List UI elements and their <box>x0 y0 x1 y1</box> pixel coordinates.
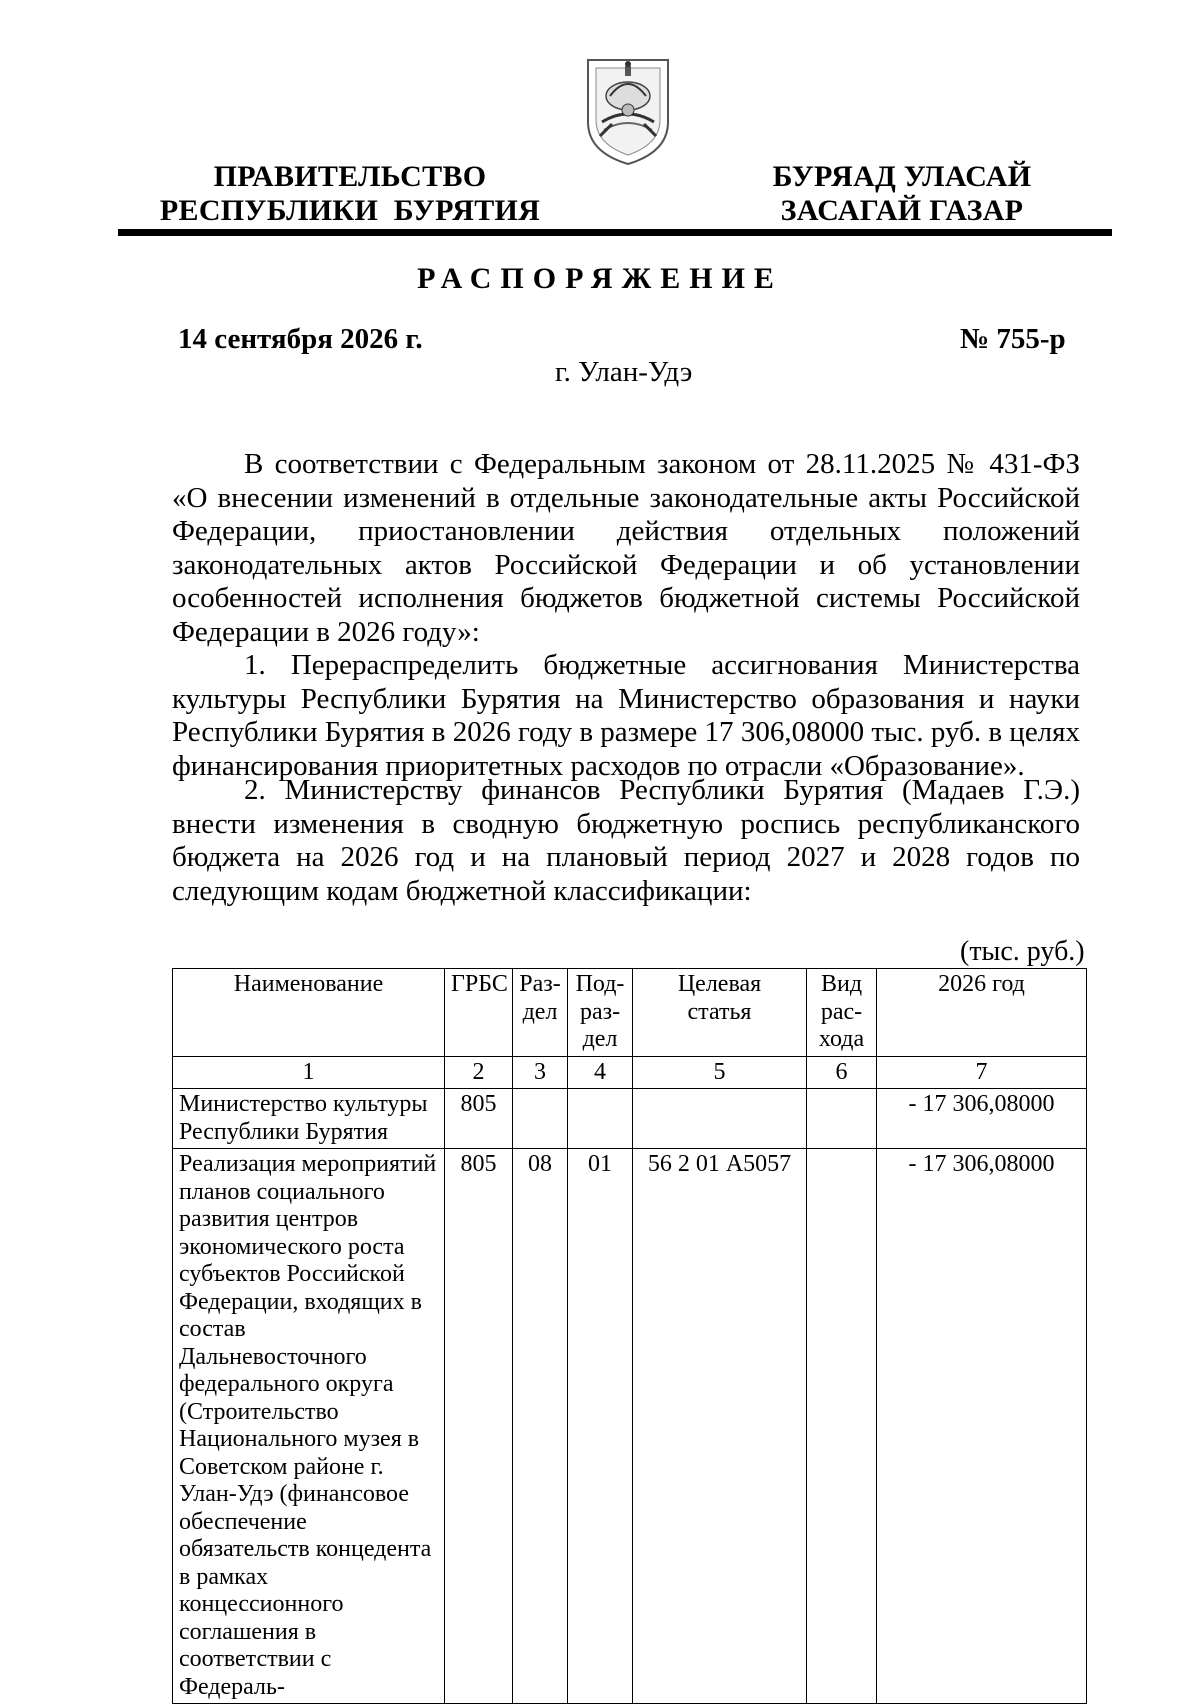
row-vid <box>807 1089 877 1149</box>
col-number: 2 <box>445 1056 513 1089</box>
col-number: 4 <box>568 1056 633 1089</box>
row-grbs: 805 <box>445 1089 513 1149</box>
government-name-ru-line1: ПРАВИТЕЛЬСТВО <box>213 160 487 193</box>
government-name-bua-line2: ЗАСАГАЙ ГАЗАР <box>780 194 1024 227</box>
col-header-razdel: Раз- дел <box>513 969 568 1057</box>
item-1-paragraph: 1. Перераспределить бюджетные ассигнования Министерства культуры Республики Бурятия на Министерство образования и науки Республики Бурятия в 2026 году в размере 17 306,08000 тыс. руб. в целях финансирования приоритетных расходов по отрасли «Образование». <box>172 649 1080 782</box>
row-vid <box>807 1149 877 1704</box>
government-name-bua-line1: БУРЯАД УЛАСАЙ <box>772 160 1032 193</box>
col-header-grbs: ГРБС <box>445 969 513 1057</box>
row-podrazdel <box>568 1089 633 1149</box>
coat-of-arms-icon <box>582 52 674 168</box>
col-number: 3 <box>513 1056 568 1089</box>
document-number: № 755-р <box>960 323 1066 355</box>
row-grbs: 805 <box>445 1149 513 1704</box>
table-row <box>173 1089 1087 1149</box>
col-header-year: 2026 год <box>877 969 1087 1057</box>
document-title: РАСПОРЯЖЕНИЕ <box>417 262 783 295</box>
col-number: 5 <box>633 1056 807 1089</box>
budget-table <box>172 968 1087 1704</box>
row-name: Министерство культуры Республики Бурятия <box>173 1089 445 1149</box>
government-name-ru <box>150 160 550 228</box>
row-article: 56 2 01 А5057 <box>633 1149 807 1704</box>
col-header-podrazdel: Под- раз- дел <box>568 969 633 1057</box>
table-unit-label: (тыс. руб.) <box>960 936 1085 967</box>
row-amount: - 17 306,08000 <box>877 1149 1087 1704</box>
table-number-row <box>173 1056 1087 1089</box>
row-podrazdel: 01 <box>568 1149 633 1704</box>
document-date: 14 сентября 2026 г. <box>178 323 423 355</box>
col-header-name: Наименование <box>173 969 445 1057</box>
row-article <box>633 1089 807 1149</box>
document-city: г. Улан-Удэ <box>555 356 693 388</box>
row-razdel <box>513 1089 568 1149</box>
col-number: 7 <box>877 1056 1087 1089</box>
table-header-row <box>173 969 1087 1057</box>
row-amount: - 17 306,08000 <box>877 1089 1087 1149</box>
row-name: Реализация мероприятий планов социального развития центров экономического роста субъектов Российской Федерации, входящих в состав Дальневосточного федерального округа (Строительство Национального музея в Советском районе г. Улан-Удэ (финансовое обеспечение обязательств концедента в рамках концессионного соглашения в соответствии с Федераль- <box>173 1149 445 1704</box>
col-header-vid: Вид рас- хода <box>807 969 877 1057</box>
government-name-ru-line2: РЕСПУБЛИКИ БУРЯТИЯ <box>159 194 541 227</box>
col-header-article: Целевая статья <box>633 969 807 1057</box>
item-2-paragraph: 2. Министерству финансов Республики Бурятия (Мадаев Г.Э.) внести изменения в сводную бюджетную роспись республиканского бюджета на 2026 год и на плановый период 2027 и 2028 годов по следующим кодам бюджетной классификации: <box>172 774 1080 907</box>
intro-paragraph: В соответствии с Федеральным законом от 28.11.2025 № 431-ФЗ «О внесении изменений в отдельные законодательные акты Российской Федерации, приостановлении действия отдельных положений законодательных актов Российской Федерации и об установлении особенностей исполнения бюджетов бюджетной системы Российской Федерации в 2026 году»: <box>172 448 1080 648</box>
table-row <box>173 1149 1087 1704</box>
body-section-1 <box>172 448 1080 783</box>
government-name-bua <box>752 160 1052 228</box>
header-divider <box>118 229 1112 236</box>
body-section-2 <box>172 774 1080 908</box>
col-number: 6 <box>807 1056 877 1089</box>
col-number: 1 <box>173 1056 445 1089</box>
row-razdel: 08 <box>513 1149 568 1704</box>
